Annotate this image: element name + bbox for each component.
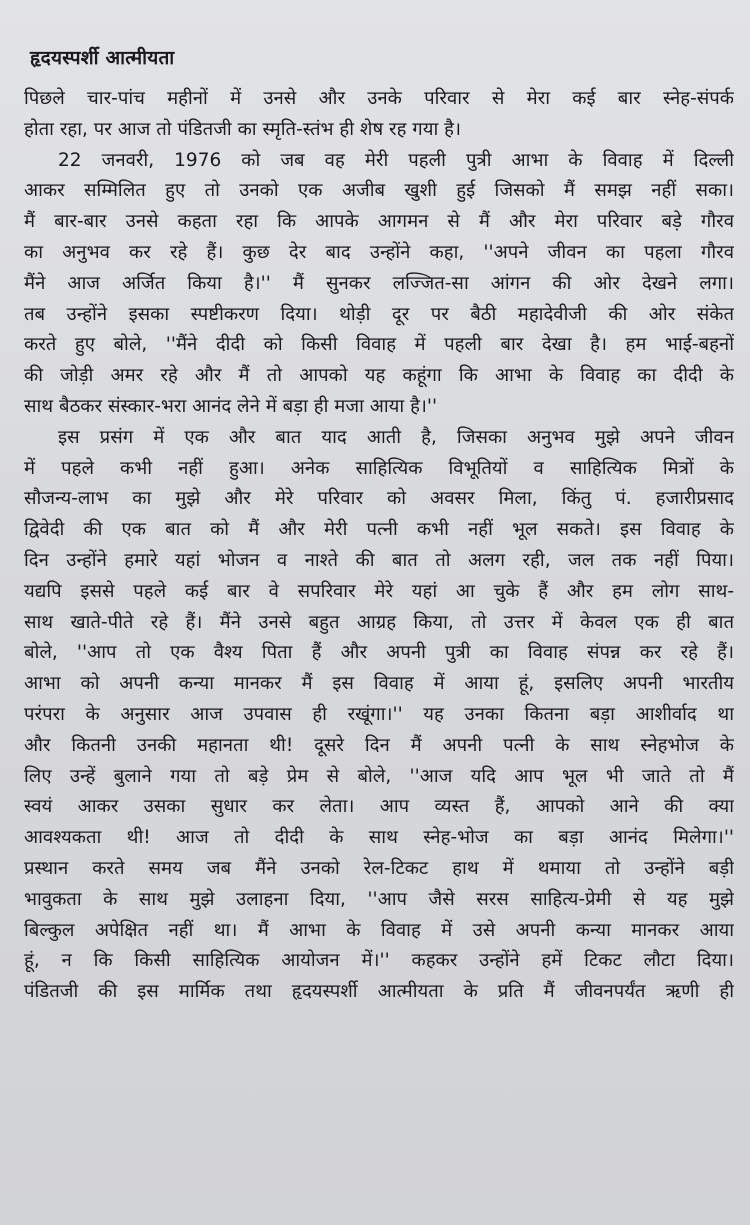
paragraph [24, 423, 734, 1008]
paragraph [24, 84, 734, 146]
text-line: हूं, न कि किसी साहित्यिक आयोजन में।'' कहकर उन्होंने हमें टिकट लौटा दिया। [24, 950, 734, 972]
text-line: आवश्यकता थी! आज तो दीदी के साथ स्नेह-भोज का बड़ा आनंद मिलेगा।'' [24, 827, 734, 849]
text-line: भावुकता के साथ मुझे उलाहना दिया, ''आप जैसे सरस साहित्य-प्रेमी से यह मुझे [24, 888, 734, 910]
text-line: सौजन्य-लाभ का मुझे और मेरे परिवार को अवसर मिला, किंतु पं. हजारीप्रसाद [24, 488, 734, 510]
text-line: परंपरा के अनुसार आज उपवास ही रखूंगा।'' यह उनका कितना बड़ा आशीर्वाद था [24, 703, 734, 725]
text-line: पिछले चार-पांच महीनों में उनसे और उनके परिवार से मेरा कई बार स्नेह-संपर्क [24, 88, 734, 109]
text-line: तब उन्होंने इसका स्पष्टीकरण दिया। थोड़ी दूर पर बैठी महादेवीजी की ओर संकेत [24, 303, 734, 325]
text-line: आकर सम्मिलित हुए तो उनको एक अजीब खुशी हुई जिसको मैं समझ नहीं सका। [24, 180, 734, 202]
text-line: द्विवेदी की एक बात को मैं और मेरी पत्नी कभी नहीं भूल सकते। इस विवाह के [24, 519, 734, 541]
text-line: लिए उन्हें बुलाने गया तो बड़े प्रेम से बोले, ''आज यदि आप भूल भी जाते तो मैं [24, 765, 734, 787]
paragraph [24, 146, 734, 423]
text-line: इस प्रसंग में एक और बात याद आती है, जिसका अनुभव मुझे अपने जीवन [58, 426, 734, 448]
text-line: होता रहा, पर आज तो पंडितजी का स्मृति-स्तंभ ही शेष रह गया है। [24, 118, 461, 140]
text-line: में पहले कभी नहीं हुआ। अनेक साहित्यिक विभूतियों व साहित्यिक मित्रों के [24, 457, 734, 479]
text-line: साथ बैठकर संस्कार-भरा आनंद लेने में बड़ा ही मजा आया है।'' [24, 395, 438, 417]
text-line: प्रस्थान करते समय जब मैंने उनको रेल-टिकट हाथ में थमाया तो उन्होंने बड़ी [24, 857, 734, 879]
text-line: का अनुभव कर रहे हैं। कुछ देर बाद उन्होंने कहा, ''अपने जीवन का पहला गौरव [24, 241, 734, 263]
body-text [24, 84, 734, 1008]
text-line: पंडितजी की इस मार्मिक तथा हृदयस्पर्शी आत्मीयता के प्रति मैं जीवनपर्यंत ऋणी ही [24, 981, 734, 1003]
text-line: बिल्कुल अपेक्षित नहीं था। मैं आभा के विवाह में उसे अपनी कन्या मानकर आया [24, 919, 734, 941]
text-line: आभा को अपनी कन्या मानकर मैं इस विवाह में आया हूं, इसलिए अपनी भारतीय [24, 673, 734, 695]
text-line: 22 जनवरी, 1976 को जब वह मेरी पहली पुत्री आभा के विवाह में दिल्ली [58, 149, 734, 171]
text-line: की जोड़ी अमर रहे और मैं तो आपको यह कहूंगा कि आभा के विवाह का दीदी के [24, 365, 734, 387]
text-line: साथ खाते-पीते रहे हैं। मैंने उनसे बहुत आग्रह किया, तो उत्तर में केवल एक ही बात [24, 611, 734, 633]
text-line: स्वयं आकर उसका सुधार कर लेता। आप व्यस्त हैं, आपको आने की क्या [24, 796, 734, 818]
text-line: मैं बार-बार उनसे कहता रहा कि आपके आगमन से मैं और मेरा परिवार बड़े गौरव [24, 211, 734, 233]
running-head: हृदयस्पर्शी आत्मीयता [30, 47, 175, 69]
text-line: यद्यपि इससे पहले कई बार वे सपरिवार मेरे यहां आ चुके हैं और हम लोग साथ- [24, 580, 734, 602]
text-line: बोले, ''आप तो एक वैश्य पिता हैं और अपनी पुत्री का विवाह संपन्न कर रहे हैं। [24, 642, 734, 664]
text-line: करते हुए बोले, ''मैंने दीदी को किसी विवाह में पहली बार देखा है। हम भाई-बहनों [24, 334, 734, 356]
text-line: और कितनी उनकी महानता थी! दूसरे दिन मैं अपनी पत्नी के साथ स्नेहभोज के [24, 734, 734, 756]
text-line: दिन उन्होंने हमारे यहां भोजन व नाश्ते की बात तो अलग रही, जल तक नहीं पिया। [24, 549, 734, 571]
text-line: मैंने आज अर्जित किया है।'' मैं सुनकर लज्जित-सा आंगन की ओर देखने लगा। [24, 272, 734, 294]
